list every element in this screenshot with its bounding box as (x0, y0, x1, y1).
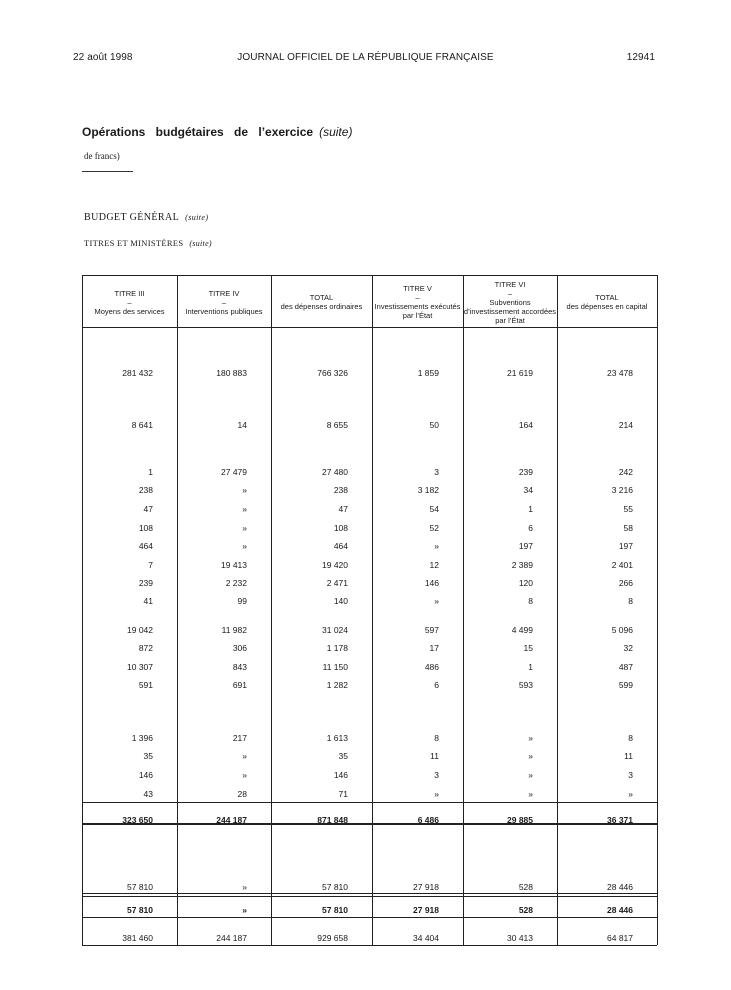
table-cell: 872 (138, 643, 153, 653)
table-cell: » (434, 541, 439, 551)
table-cell: 27 918 (413, 882, 439, 892)
titres-heading-text: TITRES ET MINISTÈRES (84, 238, 184, 248)
table-cell: 29 885 (507, 815, 533, 825)
column-header-line: des dépenses ordinaires (280, 302, 363, 311)
table-cell: 197 (618, 541, 633, 551)
table-cell: 54 (429, 504, 439, 514)
table-cell: 242 (618, 467, 633, 477)
table-cell: » (242, 905, 247, 915)
table-cell: 19 042 (127, 625, 153, 635)
column-header-line: – (415, 293, 420, 302)
table-cell: 528 (518, 882, 533, 892)
table-row-rule (82, 893, 657, 894)
table-cell: 11 (430, 751, 439, 761)
table-cell: 691 (232, 680, 247, 690)
column-header (177, 277, 271, 327)
table-column-rule (657, 275, 658, 945)
table-cell: 3 (628, 770, 633, 780)
table-cell: » (242, 751, 247, 761)
table-cell: 8 655 (326, 420, 348, 430)
table-cell: » (434, 596, 439, 606)
table-cell: » (242, 523, 247, 533)
table-cell: 43 (143, 789, 153, 799)
table-cell: 238 (333, 485, 348, 495)
table-cell: 3 (434, 770, 439, 780)
budget-table (82, 275, 657, 945)
table-cell: 6 486 (417, 815, 439, 825)
table-cell: 597 (424, 625, 439, 635)
table-cell: 281 432 (122, 368, 153, 378)
page-date: 22 août 1998 (73, 52, 133, 63)
page-number: 12941 (626, 52, 655, 63)
table-cell: 58 (623, 523, 633, 533)
table-cell: 8 (528, 596, 533, 606)
table-cell: 2 389 (511, 560, 533, 570)
table-cell: » (242, 541, 247, 551)
table-cell: 12 (429, 560, 439, 570)
table-cell: 164 (518, 420, 533, 430)
table-row-rule (82, 896, 657, 897)
table-cell: 10 307 (127, 662, 153, 672)
table-cell: 4 499 (511, 625, 533, 635)
table-row-rule (82, 275, 657, 276)
table-cell: 11 982 (221, 625, 247, 635)
table-cell: 140 (333, 596, 348, 606)
table-cell: 593 (518, 680, 533, 690)
table-cell: 244 187 (216, 815, 247, 825)
table-cell: 266 (618, 578, 633, 588)
table-cell: 27 918 (413, 905, 439, 915)
table-cell: 1 282 (326, 680, 348, 690)
section-title-text: Opérations budgétaires de l’exercice (82, 125, 314, 139)
table-cell: 487 (618, 662, 633, 672)
table-cell: 146 (424, 578, 439, 588)
table-cell: 929 658 (317, 933, 348, 943)
table-cell: 27 479 (221, 467, 247, 477)
table-cell: 591 (138, 680, 153, 690)
table-cell: 3 (434, 467, 439, 477)
table-cell: 50 (429, 420, 439, 430)
section-title-suite: (suite) (319, 125, 353, 139)
table-cell: 57 810 (127, 882, 153, 892)
table-cell: 57 810 (322, 905, 348, 915)
table-cell: 57 810 (322, 882, 348, 892)
column-header-line: TITRE III (114, 288, 145, 298)
table-cell: 599 (618, 680, 633, 690)
table-cell: 306 (232, 643, 247, 653)
column-header-line: TOTAL (309, 293, 334, 302)
table-cell: 214 (618, 420, 633, 430)
column-header-line: TITRE V (403, 284, 432, 293)
table-cell: 57 810 (127, 905, 153, 915)
column-header (372, 277, 463, 327)
table-cell: 71 (338, 789, 348, 799)
table-cell: 99 (237, 596, 247, 606)
table-cell: 28 446 (607, 905, 633, 915)
table-cell: 8 641 (131, 420, 153, 430)
table-cell: 120 (518, 578, 533, 588)
column-header (557, 277, 657, 327)
table-cell: » (242, 485, 247, 495)
table-cell: » (528, 733, 533, 743)
budget-heading (84, 212, 208, 223)
short-rule (82, 171, 133, 172)
table-cell: 19 413 (221, 560, 247, 570)
table-cell: 766 326 (317, 368, 348, 378)
table-cell: 55 (623, 504, 633, 514)
table-cell: » (242, 504, 247, 514)
table-cell: 146 (138, 770, 153, 780)
table-cell: 464 (333, 541, 348, 551)
column-header (271, 277, 372, 327)
column-header-line: TOTAL (595, 293, 619, 302)
column-header-line: Investissements exécutés par l’État (374, 302, 461, 320)
table-cell: 47 (338, 504, 348, 514)
table-cell: » (242, 770, 247, 780)
table-cell: 64 817 (607, 933, 633, 943)
units-note: de francs) (84, 151, 120, 161)
table-cell: 34 (523, 485, 533, 495)
table-cell: 35 (338, 751, 348, 761)
table-cell: 1 859 (417, 368, 439, 378)
table-cell: 146 (333, 770, 348, 780)
budget-heading-text: BUDGET GÉNÉRAL (84, 212, 180, 223)
budget-heading-suite: (suite) (185, 213, 209, 222)
table-cell: 486 (424, 662, 439, 672)
table-row-rule (82, 917, 657, 918)
table-cell: 6 (434, 680, 439, 690)
table-cell: » (528, 789, 533, 799)
titres-heading (84, 238, 212, 248)
table-cell: 2 471 (326, 578, 348, 588)
table-cell: » (242, 882, 247, 892)
table-cell: 28 446 (607, 882, 633, 892)
table-cell: » (528, 770, 533, 780)
table-cell: 323 650 (122, 815, 153, 825)
table-cell: 1 178 (326, 643, 348, 653)
section-title (82, 125, 352, 139)
column-header-line: Interventions publiques (185, 306, 263, 316)
table-cell: 8 (628, 596, 633, 606)
table-cell: 35 (143, 751, 153, 761)
table-cell: 1 (528, 504, 533, 514)
table-cell: » (434, 789, 439, 799)
table-cell: 108 (333, 523, 348, 533)
table-cell: 217 (232, 733, 247, 743)
table-cell: 244 187 (216, 933, 247, 943)
table-cell: 28 (237, 789, 247, 799)
table-cell: 11 150 (322, 662, 348, 672)
table-cell: 239 (518, 467, 533, 477)
table-cell: 2 232 (225, 578, 247, 588)
table-cell: 21 619 (507, 368, 533, 378)
table-cell: 239 (138, 578, 153, 588)
column-header-line: – (507, 288, 513, 298)
column-header-line: des dépenses en capital (566, 302, 648, 311)
column-header-line: TITRE IV (208, 288, 240, 298)
table-row-rule (82, 802, 657, 803)
table-cell: 464 (138, 541, 153, 551)
table-cell: 528 (518, 905, 533, 915)
table-cell: 47 (143, 504, 153, 514)
column-header-line: – (127, 297, 132, 307)
table-cell: 32 (623, 643, 633, 653)
table-cell: 8 (628, 733, 633, 743)
table-cell: 17 (429, 643, 439, 653)
table-cell: 36 371 (607, 815, 633, 825)
table-cell: 197 (518, 541, 533, 551)
table-cell: 1 (528, 662, 533, 672)
table-cell: 15 (523, 643, 533, 653)
table-cell: 5 096 (611, 625, 633, 635)
table-cell: 238 (138, 485, 153, 495)
table-cell: 8 (434, 733, 439, 743)
table-cell: 6 (528, 523, 533, 533)
column-header (82, 277, 177, 327)
table-cell: » (528, 751, 533, 761)
table-cell: 14 (237, 420, 247, 430)
table-cell: 19 420 (322, 560, 348, 570)
table-row-rule (82, 327, 657, 328)
column-header-line: Subventions d’investissement accordées par l’État (463, 297, 557, 325)
table-cell: 1 396 (131, 733, 153, 743)
table-cell: 108 (138, 523, 153, 533)
table-cell: 180 883 (216, 368, 247, 378)
table-cell: 843 (232, 662, 247, 672)
table-cell: 7 (148, 560, 153, 570)
titres-heading-suite: (suite) (189, 239, 212, 248)
table-cell: 3 182 (417, 485, 439, 495)
table-cell: 871 848 (317, 815, 348, 825)
table-cell: 23 478 (607, 368, 633, 378)
table-cell: » (628, 789, 633, 799)
table-cell: 34 404 (413, 933, 439, 943)
table-cell: 1 (148, 467, 153, 477)
column-header-line: Moyens des services (94, 306, 165, 316)
table-cell: 1 613 (326, 733, 348, 743)
table-cell: 381 460 (122, 933, 153, 943)
table-cell: 2 401 (611, 560, 633, 570)
table-cell: 31 024 (322, 625, 348, 635)
column-header-line: TITRE VI (494, 279, 526, 289)
table-cell: 30 413 (507, 933, 533, 943)
table-cell: 11 (624, 751, 633, 761)
column-header (463, 277, 557, 327)
table-row-rule (82, 945, 657, 946)
table-cell: 52 (429, 523, 439, 533)
journal-title: JOURNAL OFFICIEL DE LA RÉPUBLIQUE FRANÇAISE (237, 52, 494, 63)
column-header-line: – (221, 297, 227, 307)
table-cell: 3 216 (611, 485, 633, 495)
table-cell: 27 480 (322, 467, 348, 477)
table-cell: 41 (143, 596, 153, 606)
